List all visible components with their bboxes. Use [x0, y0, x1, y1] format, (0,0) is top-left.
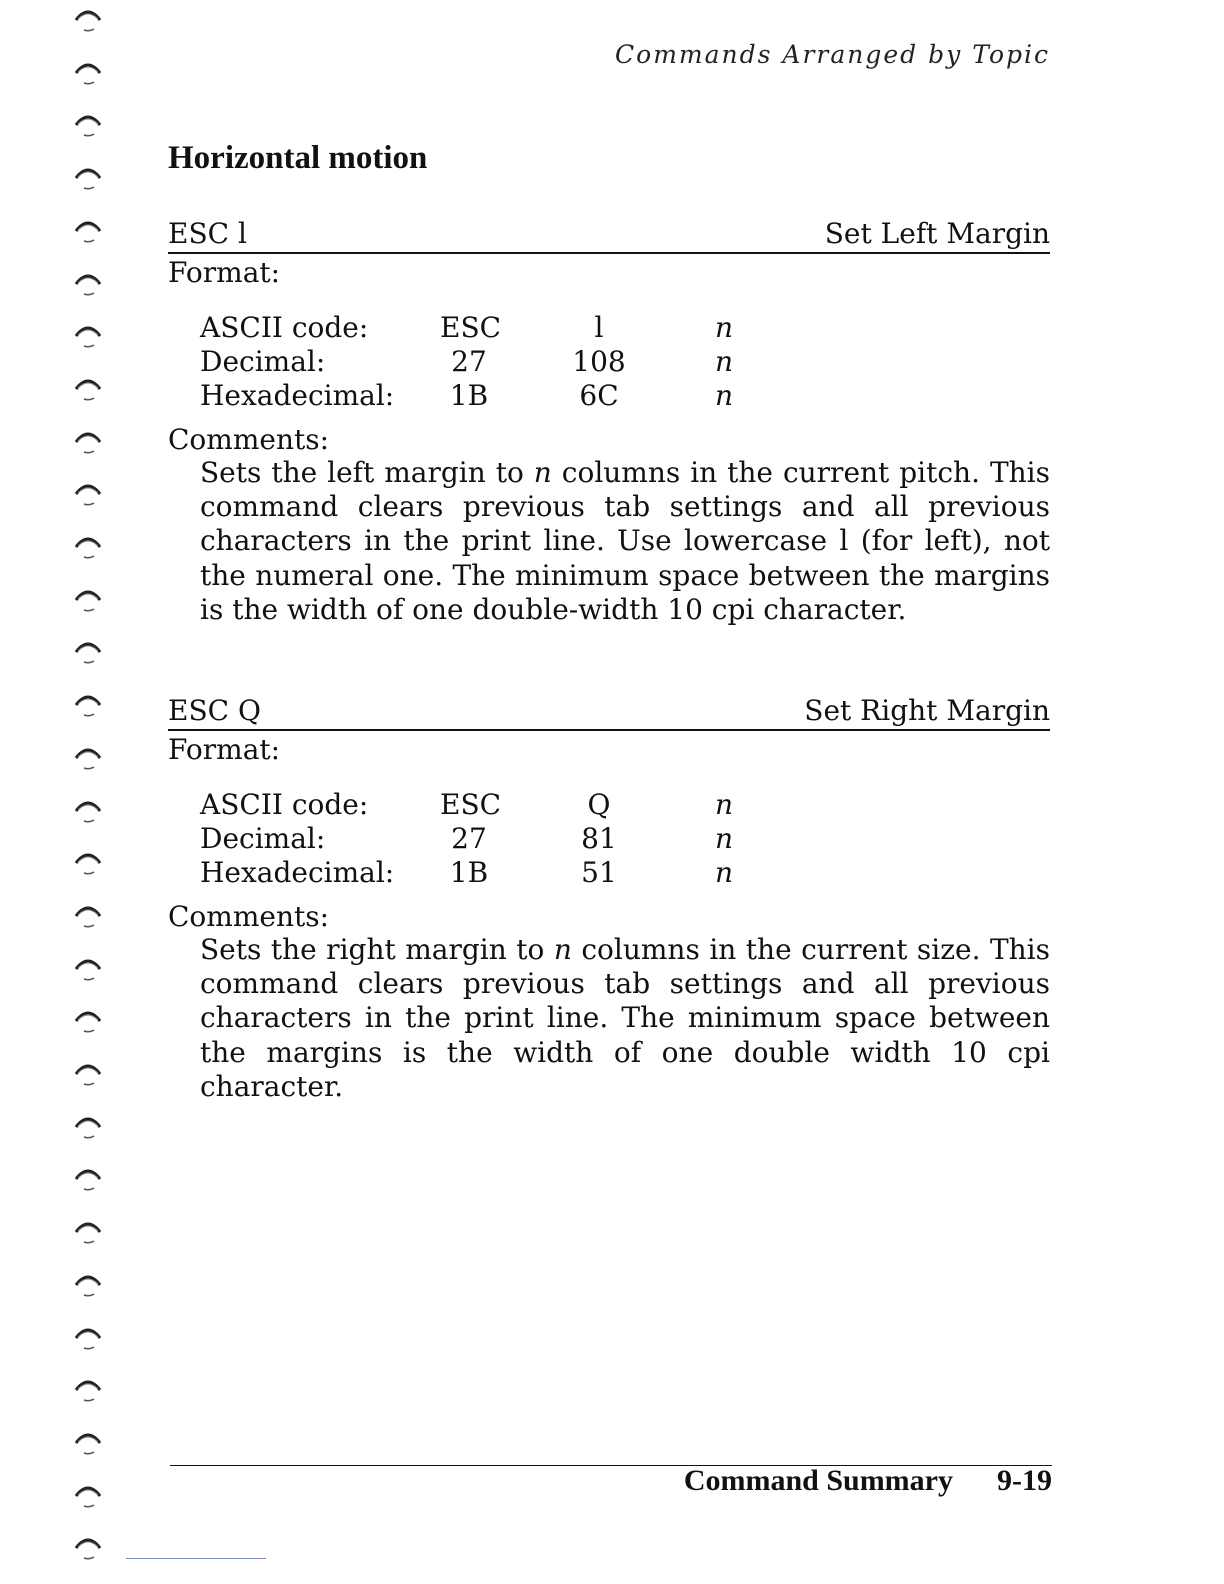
code-value: 6C: [579, 379, 619, 412]
binding-ring-icon: [72, 1534, 104, 1550]
binding-ring-icon: [72, 1324, 104, 1340]
comment-param: n: [553, 933, 572, 966]
binding-ring-icon: [72, 480, 104, 496]
command-header: [168, 693, 1050, 731]
code-row-label: Hexadecimal:: [200, 379, 395, 412]
command-block-esc-q: [168, 693, 1050, 1104]
command-name: Set Left Margin: [824, 217, 1050, 250]
binding-ring-icon: [72, 1429, 104, 1445]
code-row-hex: [200, 379, 760, 413]
format-label: Format:: [168, 256, 281, 289]
code-row-hex: [200, 856, 760, 890]
footer-title: Command Summary: [683, 1464, 953, 1497]
code-row-label: ASCII code:: [200, 311, 369, 344]
spiral-binding: [0, 0, 120, 1584]
code-param: n: [715, 856, 734, 889]
code-param: n: [715, 379, 734, 412]
format-label: Format:: [168, 733, 281, 766]
binding-ring-icon: [72, 1007, 104, 1023]
code-value: ESC: [440, 311, 502, 344]
binding-ring-icon: [72, 322, 104, 338]
page-footer: [684, 1464, 1052, 1498]
binding-ring-icon: [72, 1218, 104, 1234]
binding-ring-icon: [72, 797, 104, 813]
comment-text: [200, 933, 1050, 1104]
code-table: [168, 788, 1050, 892]
comment-text-part: Sets the right margin to: [200, 933, 554, 966]
code-value: ESC: [440, 788, 502, 821]
code-row-label: ASCII code:: [200, 788, 369, 821]
code-row-ascii: [200, 788, 760, 822]
comment-text-part: columns in the current size. This command clears previous tab settings and all previous characters in the print line. The minimum space between the margins is the width of one double width 10 cpi character.: [200, 933, 1050, 1103]
code-value: 27: [451, 822, 487, 855]
code-value: 108: [572, 345, 626, 378]
scan-edge-line: [126, 1558, 266, 1559]
command-header: [168, 216, 1050, 254]
comments-label: Comments:: [168, 900, 330, 933]
command-code: ESC l: [168, 217, 247, 250]
code-table: [168, 311, 1050, 415]
code-value: 81: [581, 822, 617, 855]
binding-ring-icon: [72, 902, 104, 918]
binding-ring-icon: [72, 217, 104, 233]
section-title: Horizontal motion: [168, 140, 428, 176]
comment-param: n: [533, 456, 552, 489]
code-param: n: [715, 345, 734, 378]
binding-ring-icon: [72, 6, 104, 22]
binding-ring-icon: [72, 1060, 104, 1076]
comments-label: Comments:: [168, 423, 330, 456]
binding-ring-icon: [72, 849, 104, 865]
binding-ring-icon: [72, 1482, 104, 1498]
code-param: n: [715, 311, 734, 344]
code-value: l: [594, 311, 604, 344]
page-number: 9-19: [997, 1464, 1052, 1497]
binding-ring-icon: [72, 638, 104, 654]
binding-ring-icon: [72, 375, 104, 391]
comment-text: [200, 456, 1050, 627]
binding-ring-icon: [72, 955, 104, 971]
binding-ring-icon: [72, 270, 104, 286]
command-code: ESC Q: [168, 694, 261, 727]
code-row-label: Decimal:: [200, 345, 326, 378]
binding-ring-icon: [72, 164, 104, 180]
binding-ring-icon: [72, 111, 104, 127]
code-param: n: [715, 822, 734, 855]
binding-ring-icon: [72, 1113, 104, 1129]
code-value: 1B: [449, 856, 489, 889]
code-value: 51: [581, 856, 617, 889]
running-head: Commands Arranged by Topic: [615, 40, 1050, 69]
code-row-label: Decimal:: [200, 822, 326, 855]
command-name: Set Right Margin: [804, 694, 1050, 727]
binding-ring-icon: [72, 59, 104, 75]
code-value: 27: [451, 345, 487, 378]
binding-ring-icon: [72, 586, 104, 602]
code-row-label: Hexadecimal:: [200, 856, 395, 889]
code-row-ascii: [200, 311, 760, 345]
code-row-decimal: [200, 345, 760, 379]
command-block-esc-l: [168, 216, 1050, 627]
code-param: n: [715, 788, 734, 821]
binding-ring-icon: [72, 744, 104, 760]
comment-text-part: Sets the left margin to: [200, 456, 534, 489]
code-value: 1B: [449, 379, 489, 412]
comment-text-part: columns in the current pitch. This command clears previous tab settings and all previous characters in the print line. Use lowercase l (for left), not the numeral one. The minimum space between the margins is the width of one double-width 10 cpi character.: [200, 456, 1050, 626]
binding-ring-icon: [72, 428, 104, 444]
code-row-decimal: [200, 822, 760, 856]
binding-ring-icon: [72, 533, 104, 549]
binding-ring-icon: [72, 1165, 104, 1181]
binding-ring-icon: [72, 1376, 104, 1392]
binding-ring-icon: [72, 691, 104, 707]
binding-ring-icon: [72, 1271, 104, 1287]
code-value: Q: [587, 788, 611, 821]
